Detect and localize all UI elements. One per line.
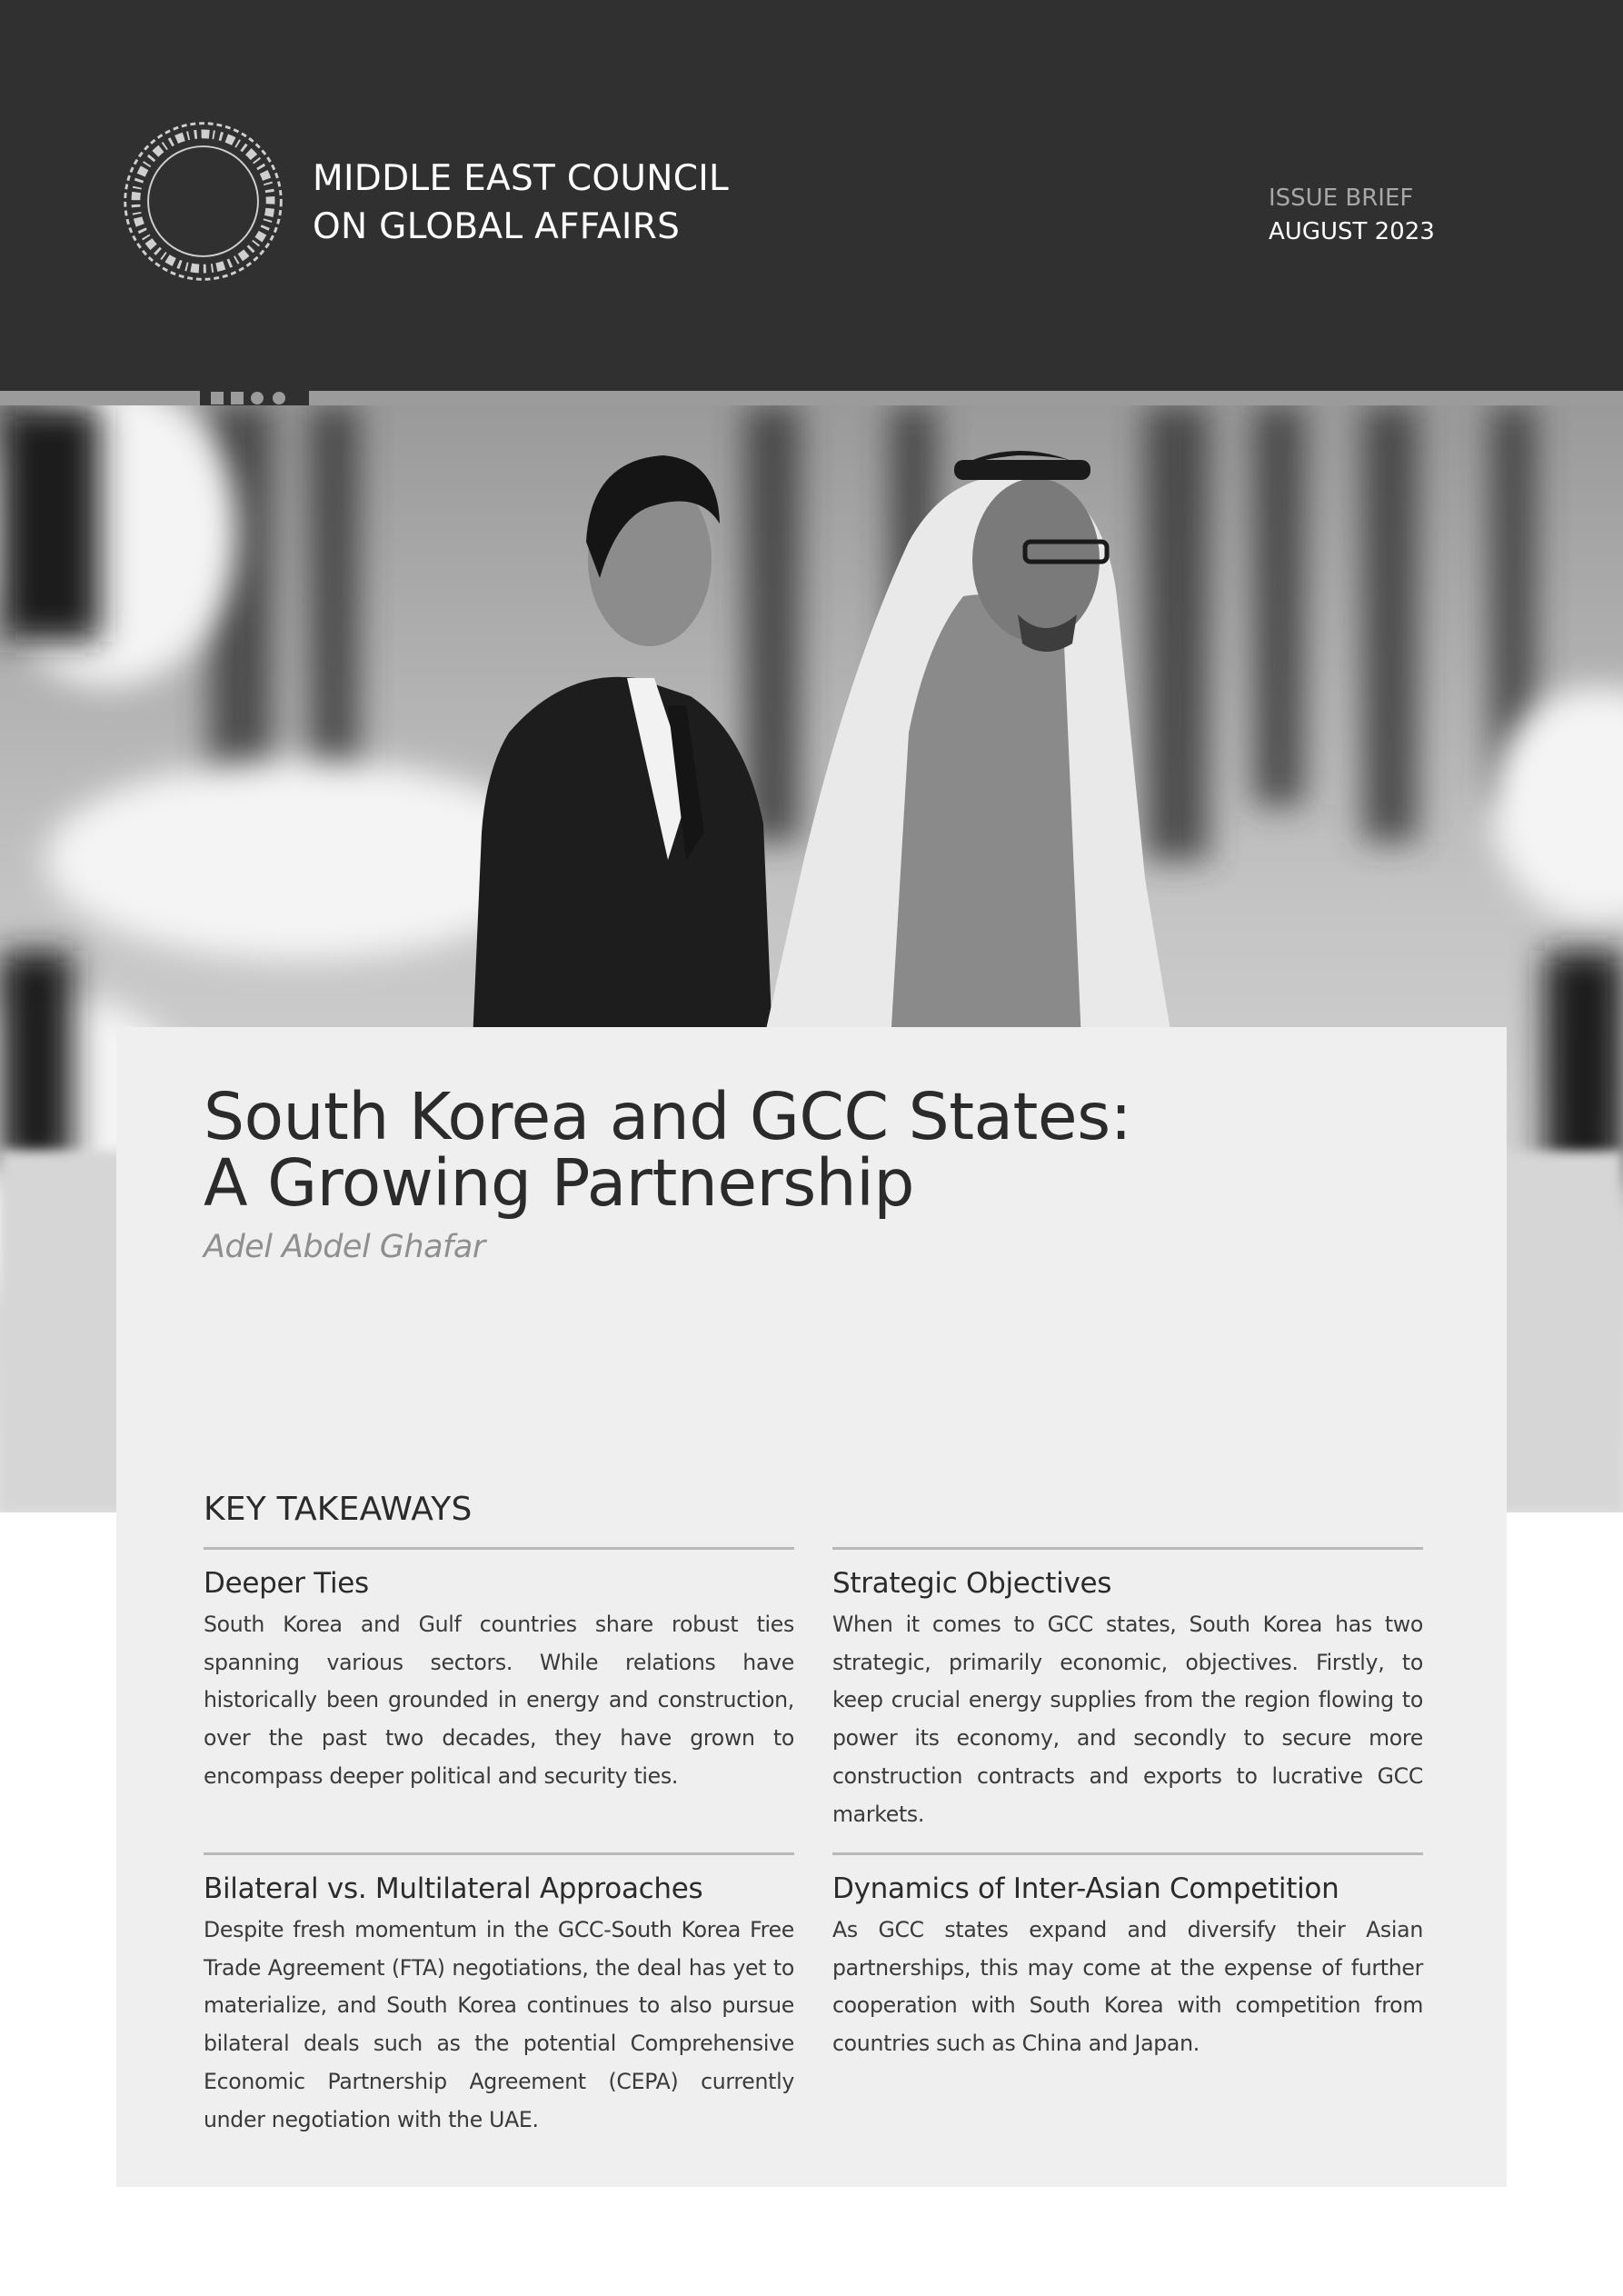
content-card — [116, 1027, 1507, 2187]
takeaway-body: South Korea and Gulf countries share robust ties spanning various sectors. While relations have historically been grounded in energy and construction, over the past two decades, they have grown to encompass deeper political and security ties. — [204, 1612, 794, 1789]
org-name — [313, 155, 729, 251]
article-title-line1: South Korea and GCC States: — [204, 1079, 1131, 1154]
takeaway-title: Strategic Objectives — [832, 1567, 1112, 1600]
issue-info — [1269, 182, 1435, 249]
org-name-line1: MIDDLE EAST COUNCIL — [313, 158, 730, 199]
council-logo-icon — [115, 113, 292, 290]
takeaway-title: Bilateral vs. Multilateral Approaches — [204, 1872, 703, 1905]
section-rule — [204, 1852, 794, 1855]
section-rule — [204, 1547, 794, 1550]
section-rule — [832, 1852, 1423, 1855]
article-title-line2: A Growing Partnership — [204, 1145, 914, 1221]
header-band — [0, 0, 1623, 391]
takeaway-deeper-ties — [204, 1547, 794, 1796]
takeaway-body: When it comes to GCC states, South Korea has two strategic, primarily economic, objectives. Firstly, to keep crucial energy supplies from the region flowing to power its economy, and secondly to secure more construction contracts and exports to lucrative GCC markets. — [832, 1612, 1423, 1827]
takeaway-body: As GCC states expand and diversify their Asian partnerships, this may come at the expense of further cooperation with South Korea with competition from countries such as China and Japan. — [832, 1917, 1423, 2057]
takeaway-bilateral-multilateral — [204, 1852, 794, 2139]
article-title — [204, 1079, 1131, 1221]
strip-marks — [200, 387, 309, 407]
author-name: Adel Abdel Ghafar — [204, 1229, 485, 1265]
org-name-line2: ON GLOBAL AFFAIRS — [313, 206, 681, 247]
issue-type: ISSUE BRIEF — [1269, 185, 1414, 212]
takeaway-title: Dynamics of Inter-Asian Competition — [832, 1872, 1339, 1905]
section-rule — [832, 1547, 1423, 1550]
takeaway-strategic-objectives — [832, 1547, 1423, 1833]
takeaway-title: Deeper Ties — [204, 1567, 369, 1600]
takeaway-body: Despite fresh momentum in the GCC-South Korea Free Trade Agreement (FTA) negotiations, the deal has yet to materialize, and South Korea continues to also pursue bilateral deals such as the potential Comprehensive Economic Partnership Agreement (CEPA) currently under negotiation with the UAE. — [204, 1917, 794, 2132]
takeaway-inter-asian-competition — [832, 1852, 1423, 2063]
issue-date: AUGUST 2023 — [1269, 218, 1435, 245]
key-takeaways-heading: KEY TAKEAWAYS — [204, 1491, 473, 1528]
